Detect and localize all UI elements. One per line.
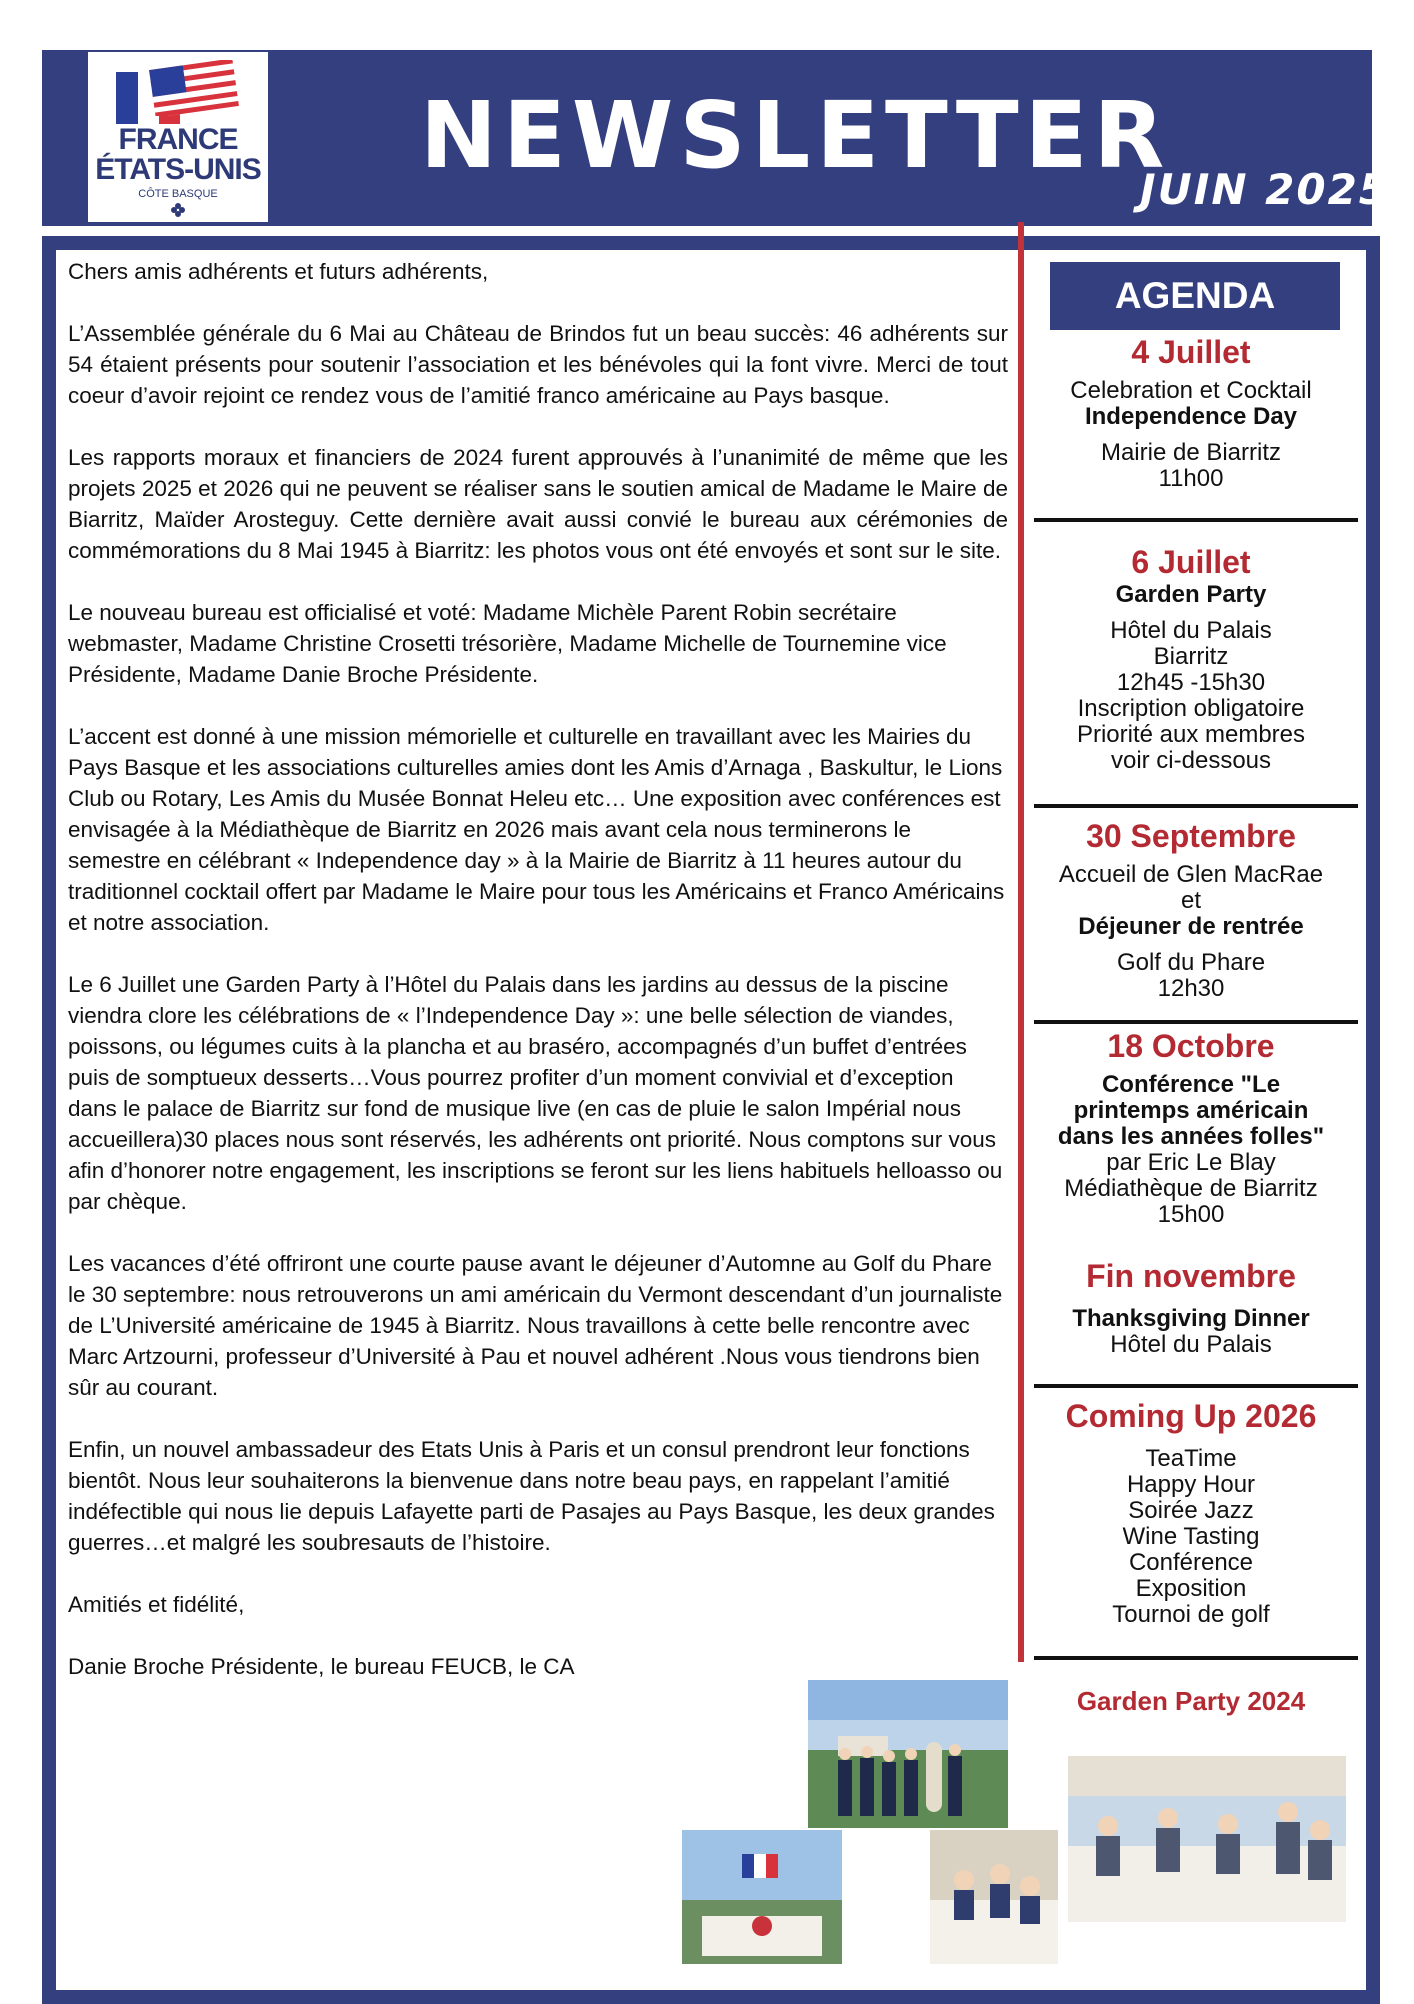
photo-garden-party-2024 <box>1068 1756 1346 1922</box>
event-time: 12h30 <box>1157 975 1225 1002</box>
agenda-coming-up-2026 <box>1036 1396 1346 1628</box>
coming-up-item: Tournoi de golf <box>1112 1601 1270 1628</box>
event-time: 12h45 -15h30 <box>1116 669 1266 696</box>
event-line: Mairie de Biarritz <box>1100 439 1282 466</box>
event-line: Golf du Phare <box>1116 949 1266 976</box>
event-line: Inscription obligatoire <box>1077 695 1305 722</box>
coming-up-item: Happy Hour <box>1126 1471 1256 1498</box>
agenda-separator <box>1034 1656 1358 1660</box>
garden-party-photo-title: Garden Party 2024 <box>1076 1686 1306 1716</box>
event-line: Médiathèque de Biarritz <box>1064 1175 1318 1202</box>
agenda-header: AGENDA <box>1050 262 1340 330</box>
logo-text-cote-basque: CÔTE BASQUE <box>138 188 218 200</box>
letter-paragraph: Le nouveau bureau est officialisé et voté: Madame Michèle Parent Robin secrétaire webmaster, Madame Christine Crosetti trésorière, Madame Michelle de Tournemine vice Présidente, Madame Danie Broche Présidente. <box>68 600 947 687</box>
photo-group-portrait <box>808 1680 1008 1828</box>
event-line: Celebration et Cocktail <box>1070 377 1312 404</box>
agenda-separator <box>1034 1384 1358 1388</box>
logo-text-etats-unis: ÉTATS-UNIS <box>95 153 261 186</box>
event-title: Conférence "Le <box>1101 1071 1281 1098</box>
coming-up-item: Exposition <box>1135 1575 1247 1602</box>
coming-up-item: TeaTime <box>1145 1445 1237 1472</box>
letter-paragraph: L’Assemblée générale du 6 Mai au Château de Brindos fut un beau succès: 46 adhérents sur 54 étaient présents pour soutenir l’association et les bénévoles qui la font vivre. Merci de tout coeur d’avoir rejoint ce rendez vous de l’amitié franco américaine au Pays basque. <box>68 321 1008 408</box>
us-flag-icon <box>148 60 240 116</box>
basque-cross-icon <box>170 202 186 218</box>
photo-lunch-guests <box>930 1830 1058 1964</box>
letter-paragraph: Enfin, un nouvel ambassadeur des Etats Unis à Paris et un consul prendront leur fonctions bientôt. Nous leur souhaiterons la bienvenue dans notre beau pays, en rappelant l’amitié indéfectible qui nous lie depuis Lafayette parti de Pasajes au Pays Basque, les deux grandes guerres…et malgré les soubresauts de l’histoire. <box>68 1437 995 1555</box>
event-line: voir ci-dessous <box>1110 747 1272 774</box>
event-line: Hôtel du Palais <box>1110 617 1272 644</box>
agenda-separator <box>1034 804 1358 808</box>
agenda-separator <box>1034 1020 1358 1024</box>
event-title: dans les années folles" <box>1057 1123 1325 1150</box>
agenda-separator <box>1034 518 1358 522</box>
event-title: printemps américain <box>1073 1097 1309 1124</box>
event-title: Independence Day <box>1084 403 1298 430</box>
event-line: Priorité aux membres <box>1076 721 1306 748</box>
event-line: Biarritz <box>1153 643 1229 670</box>
event-date: Fin novembre <box>1086 1258 1296 1294</box>
event-line: par Eric Le Blay <box>1106 1149 1276 1176</box>
event-time: 11h00 <box>1158 465 1224 492</box>
event-date: Coming Up 2026 <box>1065 1398 1317 1434</box>
event-date: 6 Juillet <box>1131 544 1251 580</box>
event-date: 4 Juillet <box>1131 334 1251 370</box>
letter-body <box>68 256 1008 1713</box>
agenda-event-4-juillet <box>1036 332 1346 492</box>
coming-up-item: Conférence <box>1128 1549 1254 1576</box>
event-line: Hôtel du Palais <box>1110 1331 1272 1358</box>
coming-up-item: Soirée Jazz <box>1128 1497 1254 1524</box>
agenda-event-6-juillet <box>1036 542 1346 774</box>
logo-text-france: FRANCE <box>118 123 238 156</box>
photo-table-flags <box>682 1830 842 1964</box>
agenda-event-18-octobre <box>1036 1026 1346 1228</box>
coming-up-item: Wine Tasting <box>1122 1523 1260 1550</box>
event-date: 30 Septembre <box>1086 818 1296 854</box>
agenda-event-fin-novembre <box>1036 1256 1346 1358</box>
issue-date: JUIN 2025 <box>1140 165 1391 214</box>
event-time: 15h00 <box>1157 1201 1225 1228</box>
letter-paragraph: Les vacances d’été offriront une courte pause avant le déjeuner d’Automne au Golf du Phare le 30 septembre: nous retrouverons un ami américain du Vermont descendant d’un journaliste de L’Université américaine de 1945 à Biarritz. Nous travaillons à cette belle rencontre avec Marc Artzourni, professeur d’Université à Pau et nouvel adhérent .Nous vous tiendrons bien sûr au courant. <box>68 1251 1003 1400</box>
red-divider <box>1018 222 1024 1662</box>
letter-paragraph: Les rapports moraux et financiers de 2024 furent approuvés à l’unanimité de même que les projets 2025 et 2026 qui ne peuvent se réaliser sans le soutien amical de Madame le Maire de Biarritz, Maïder Arosteguy. Cette dernière avait aussi convié le bureau aux cérémonies de commémorations du 8 Mai 1945 à Biarritz: les photos vous ont été envoyés et sont sur le site. <box>68 445 1008 563</box>
letter-greeting: Chers amis adhérents et futurs adhérents, <box>68 259 489 284</box>
letter-paragraph: Le 6 Juillet une Garden Party à l’Hôtel du Palais dans les jardins au dessus de la piscine viendra clore les célébrations de « l’Independence Day »: une belle sélection de viandes, poissons, ou légumes cuits à la plancha et au braséro, accompagnés d’un buffet d’entrées puis de somptueux desserts…Vous pourrez profiter d’un moment convivial et d’exception dans le palace de Biarritz sur fond de musique live (en cas de pluie le salon Impérial nous accueillera)30 places nous sont réservés, les adhérents ont priorité. Nous comptons sur vous afin d’honorer notre engagement, les inscriptions se feront sur les liens habituels helloasso ou par chèque. <box>68 972 1003 1214</box>
letter-closing: Amitiés et fidélité, <box>68 1592 245 1617</box>
event-title: Thanksgiving Dinner <box>1072 1305 1310 1332</box>
event-line: et <box>1180 887 1201 914</box>
agenda-event-30-septembre <box>1036 816 1346 1002</box>
newsletter-title: NEWSLETTER <box>420 82 1171 189</box>
letter-signature: Danie Broche Présidente, le bureau FEUCB, le CA <box>68 1654 575 1679</box>
event-line: Accueil de Glen MacRae <box>1058 861 1324 888</box>
event-date: 18 Octobre <box>1107 1028 1275 1064</box>
event-title: Garden Party <box>1115 581 1267 608</box>
event-title: Déjeuner de rentrée <box>1078 913 1304 940</box>
letter-paragraph: L’accent est donné à une mission mémorielle et culturelle en travaillant avec les Mairies du Pays Basque et les associations culturelles amies dont les Amis d’Arnaga , Baskultur, le Lions Club ou Rotary, Les Amis du Musée Bonnat Heleu etc… Une exposition avec conférences est envisagée à la Médiathèque de Biarritz en 2026 mais avant cela nous terminerons le semestre en célébrant « Independence day » à la Mairie de Biarritz à 11 heures autour du traditionnel cocktail offert par Madame le Maire pour tous les Américains et Franco Américains et notre association. <box>68 724 1005 935</box>
